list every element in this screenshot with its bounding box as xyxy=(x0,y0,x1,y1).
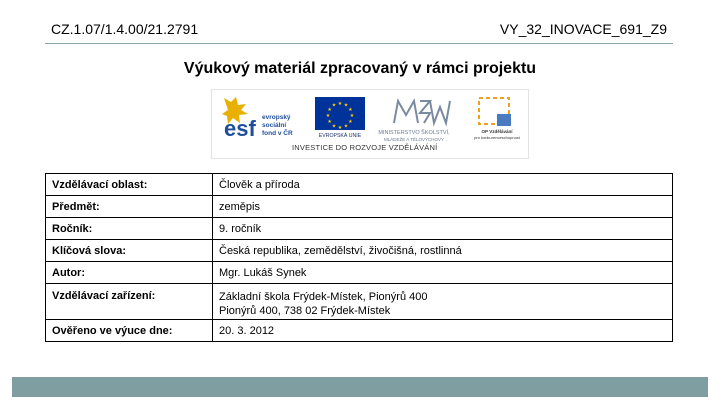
table-row xyxy=(46,174,673,196)
eu-text: EVROPSKÁ UNIE xyxy=(318,133,362,139)
msmt-text-1: MINISTERSTVO ŠKOLSTVÍ, xyxy=(378,130,450,136)
info-table xyxy=(45,173,673,342)
header-divider xyxy=(45,43,673,44)
material-code: VY_32_INOVACE_691_Z9 xyxy=(499,21,667,37)
esf-text-3: fond v ČR xyxy=(262,130,293,137)
esf-text-2: sociální xyxy=(262,122,287,129)
row-label: Ověřeno ve výuce dne: xyxy=(46,320,213,342)
page-title: Výukový materiál zpracovaný v rámci projektu xyxy=(183,60,537,77)
footer-bar xyxy=(12,377,708,397)
table-row xyxy=(46,218,673,240)
table-row xyxy=(46,196,673,218)
svg-text:★: ★ xyxy=(349,113,355,119)
table-row xyxy=(46,284,673,320)
svg-text:★: ★ xyxy=(325,113,331,119)
svg-text:★: ★ xyxy=(348,107,353,113)
op-text-1: OP Vzdělávání xyxy=(481,129,513,134)
row-value-line-2: Pionýrů 400, 738 02 Frýdek-Místek xyxy=(219,305,391,317)
row-label: Klíčová slova: xyxy=(46,240,213,262)
svg-text:★: ★ xyxy=(337,101,343,107)
svg-text:★: ★ xyxy=(327,119,332,125)
esf-logo xyxy=(222,96,304,140)
esf-text-1: evropský xyxy=(262,114,291,121)
svg-text:★: ★ xyxy=(327,107,332,113)
svg-text:★: ★ xyxy=(343,123,349,130)
logo-caption: INVESTICE DO ROZVOJE VZDĚLÁVÁNÍ xyxy=(292,143,438,152)
row-label: Autor: xyxy=(46,262,213,284)
row-value xyxy=(213,284,673,320)
op-vzdelavani-logo xyxy=(469,94,525,142)
row-label: Vzdělávací zařízení: xyxy=(46,284,213,320)
op-text-2: pro konkurenceschopnost xyxy=(474,135,520,140)
row-value: 9. ročník xyxy=(213,218,673,240)
logo-band xyxy=(211,89,529,159)
eu-flag-logo xyxy=(315,97,365,139)
svg-text:★: ★ xyxy=(331,102,337,109)
row-label: Vzdělávací oblast: xyxy=(46,174,213,196)
svg-text:★: ★ xyxy=(331,123,337,130)
row-value: 20. 3. 2012 xyxy=(213,320,673,342)
svg-text:★: ★ xyxy=(343,102,349,109)
row-value: Mgr. Lukáš Synek xyxy=(213,262,673,284)
msmt-logo xyxy=(368,93,460,143)
row-value: Člověk a příroda xyxy=(213,174,673,196)
table-row xyxy=(46,240,673,262)
row-value-line-1: Základní škola Frýdek-Místek, Pionýrů 400 xyxy=(219,291,428,303)
svg-text:★: ★ xyxy=(348,119,353,125)
row-value: zeměpis xyxy=(213,196,673,218)
svg-text:esf: esf xyxy=(224,116,256,140)
row-label: Ročník: xyxy=(46,218,213,240)
row-label: Předmět: xyxy=(46,196,213,218)
msmt-text-2: MLÁDEŽE A TĚLOVÝCHOVY xyxy=(384,137,444,142)
project-code: CZ.1.07/1.4.00/21.2791 xyxy=(51,21,199,37)
svg-text:★: ★ xyxy=(337,125,343,131)
table-row xyxy=(46,262,673,284)
table-row xyxy=(46,320,673,342)
row-value: Česká republika, zemědělství, živočišná, rostlinná xyxy=(213,240,673,262)
